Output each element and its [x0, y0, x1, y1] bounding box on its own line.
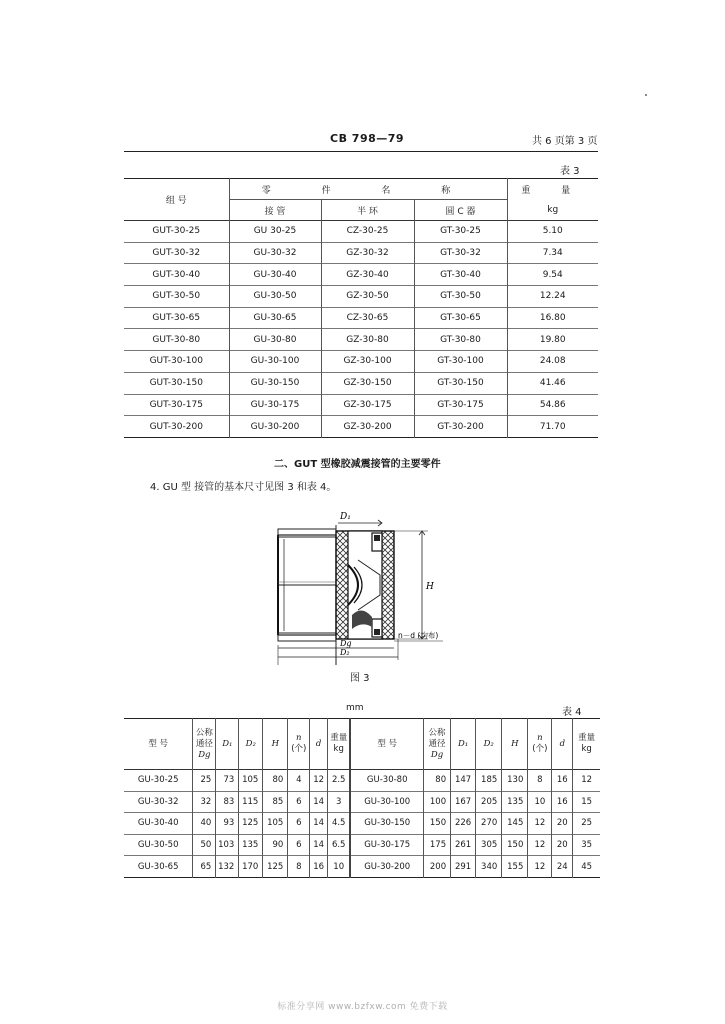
cell-pipe: GU-30-150 [229, 372, 321, 394]
table-row [124, 242, 598, 264]
cell-left-d1: 83 [216, 791, 239, 813]
cell-pipe: GU-30-80 [229, 329, 321, 351]
standard-number: CB 798—79 [330, 132, 405, 145]
cell-left-w: 6.5 [327, 834, 350, 856]
cell-right-d2: 185 [476, 770, 502, 792]
cell-weight: 24.08 [507, 351, 598, 373]
cell-right-type: GU-30-150 [350, 813, 423, 835]
cell-weight: 19.80 [507, 329, 598, 351]
cell-right-d: 24 [552, 856, 573, 878]
cell-left-dg: 32 [193, 791, 216, 813]
cell-right-w: 25 [573, 813, 600, 835]
cell-ring: CZ-30-25 [321, 221, 414, 243]
cell-group: GUT-30-50 [124, 286, 229, 308]
cell-right-w: 45 [573, 856, 600, 878]
cell-weight: 7.34 [507, 242, 598, 264]
cell-ring: GZ-30-100 [321, 351, 414, 373]
t3-header-parts: 零 件 名 称 [229, 179, 507, 200]
t4-header-type-left: 型 号 [148, 738, 169, 749]
cell-right-dg: 150 [424, 813, 451, 835]
cell-right-dg: 175 [424, 834, 451, 856]
cell-right-type: GU-30-200 [350, 856, 423, 878]
cell-right-d2: 340 [476, 856, 502, 878]
cell-right-h: 150 [502, 834, 528, 856]
t4-header-dg-left [193, 719, 216, 770]
t4-header-d1-right: D₁ [451, 719, 476, 770]
t4-header-dg-sym-right: Dg [430, 749, 444, 760]
t4-header-d2-left: D₂ [239, 719, 263, 770]
t4-header-type-right: 型 号 [350, 719, 423, 770]
label-d1: D₁ [340, 512, 351, 522]
cell-pipe: GU-30-32 [229, 242, 321, 264]
scan-speck [645, 94, 647, 96]
cell-weight: 5.10 [507, 221, 598, 243]
cell-clamp: GT-30-100 [414, 351, 507, 373]
cell-right-h: 145 [502, 813, 528, 835]
cell-right-w: 15 [573, 791, 600, 813]
cell-left-type: GU-30-32 [124, 791, 193, 813]
t4-header-weight-unit-right: kg [581, 744, 592, 754]
table-row [124, 416, 598, 438]
page-info: 共 6 页第 3 页 [532, 136, 598, 147]
table-row [124, 813, 600, 835]
cell-weight: 16.80 [507, 307, 598, 329]
cell-left-d: 14 [310, 813, 328, 835]
table-4 [124, 718, 600, 878]
table-row [124, 329, 598, 351]
table-row [124, 351, 598, 373]
t4-header-dg-line1: 公称 [195, 727, 213, 738]
t4-header-weight-label: 重量 [330, 733, 348, 743]
cell-left-n: 6 [288, 834, 310, 856]
cell-right-d1: 291 [451, 856, 476, 878]
t4-header-dg-line2: 通径 [195, 738, 213, 749]
cell-left-type: GU-30-50 [124, 834, 193, 856]
cell-clamp: GT-30-40 [414, 264, 507, 286]
header-rule [124, 151, 598, 152]
t3-header-group: 组 号 [165, 196, 187, 206]
table-row [124, 264, 598, 286]
cell-right-h: 130 [502, 770, 528, 792]
cell-clamp: GT-30-175 [414, 394, 507, 416]
t4-header-n-unit: (个) [291, 744, 307, 754]
cell-ring: GZ-30-150 [321, 372, 414, 394]
t4-header-d1-left: D₁ [216, 719, 239, 770]
cell-left-d2: 115 [239, 791, 263, 813]
t4-header-h-left: H [263, 719, 288, 770]
cell-right-h: 155 [502, 856, 528, 878]
cell-right-d1: 226 [451, 813, 476, 835]
cell-right-d1: 167 [451, 791, 476, 813]
cell-left-d: 14 [310, 834, 328, 856]
cell-left-d1: 103 [216, 834, 239, 856]
cell-ring: GZ-30-32 [321, 242, 414, 264]
cell-group: GUT-30-175 [124, 394, 229, 416]
t4-header-dg-sym: Dg [198, 749, 211, 760]
cell-pipe: GU-30-50 [229, 286, 321, 308]
label-h: H [426, 582, 434, 592]
table-row [124, 221, 598, 243]
cell-right-w: 35 [573, 834, 600, 856]
cell-group: GUT-30-40 [124, 264, 229, 286]
cell-left-n: 6 [288, 791, 310, 813]
cell-left-d2: 170 [239, 856, 263, 878]
cell-left-type: GU-30-25 [124, 770, 193, 792]
cell-right-w: 12 [573, 770, 600, 792]
t4-header-n-sym: n [296, 733, 302, 743]
cell-right-d2: 270 [476, 813, 502, 835]
cell-weight: 41.46 [507, 372, 598, 394]
cell-group: GUT-30-100 [124, 351, 229, 373]
pipe-section-drawing [268, 505, 448, 667]
cell-ring: GZ-30-200 [321, 416, 414, 438]
cell-ring: GZ-30-175 [321, 394, 414, 416]
cell-left-d2: 125 [239, 813, 263, 835]
cell-right-n: 10 [528, 791, 552, 813]
table3-caption: 表 3 [560, 166, 580, 177]
cell-ring: GZ-30-40 [321, 264, 414, 286]
t4-header-weight-unit: kg [333, 744, 344, 754]
cell-left-d2: 105 [239, 770, 263, 792]
t4-header-d-left: d [310, 719, 328, 770]
table-row [124, 834, 600, 856]
figure-3-caption: 图 3 [350, 673, 370, 684]
cell-clamp: GT-30-25 [414, 221, 507, 243]
cell-right-d: 20 [552, 834, 573, 856]
cell-left-n: 4 [288, 770, 310, 792]
label-holes: n－d (均布) [398, 631, 439, 640]
t4-header-n-right [528, 719, 552, 770]
cell-pipe: GU-30-65 [229, 307, 321, 329]
cell-ring: GZ-30-50 [321, 286, 414, 308]
cell-left-w: 4.5 [327, 813, 350, 835]
cell-clamp: GT-30-65 [414, 307, 507, 329]
cell-group: GUT-30-200 [124, 416, 229, 438]
cell-right-type: GU-30-80 [350, 770, 423, 792]
cell-group: GUT-30-32 [124, 242, 229, 264]
cell-group: GUT-30-65 [124, 307, 229, 329]
table-row [124, 770, 600, 792]
cell-right-dg: 80 [424, 770, 451, 792]
t3-subheader-clamp: 圆 C 器 [414, 200, 507, 221]
cell-left-type: GU-30-65 [124, 856, 193, 878]
cell-left-d2: 135 [239, 834, 263, 856]
cell-right-n: 12 [528, 834, 552, 856]
t4-header-d-right: d [552, 719, 573, 770]
cell-left-d: 12 [310, 770, 328, 792]
cell-group: GUT-30-150 [124, 372, 229, 394]
cell-left-n: 6 [288, 813, 310, 835]
cell-weight: 54.86 [507, 394, 598, 416]
cell-pipe: GU 30-25 [229, 221, 321, 243]
table-row [124, 394, 598, 416]
cell-left-h: 105 [263, 813, 288, 835]
cell-left-h: 90 [263, 834, 288, 856]
table4-unit: mm [346, 703, 364, 713]
table-row [124, 791, 600, 813]
cell-clamp: GT-30-200 [414, 416, 507, 438]
cell-weight: 9.54 [507, 264, 598, 286]
t3-subheader-ring: 半 环 [321, 200, 414, 221]
cell-left-h: 80 [263, 770, 288, 792]
paragraph-4: 4. GU 型 接管的基本尺寸见图 3 和表 4。 [150, 482, 337, 493]
cell-left-dg: 40 [193, 813, 216, 835]
t4-header-h-right: H [502, 719, 528, 770]
t4-header-n-sym-right: n [537, 733, 543, 743]
cell-right-d: 16 [552, 791, 573, 813]
cell-weight: 71.70 [507, 416, 598, 438]
cell-left-d1: 73 [216, 770, 239, 792]
table-row [124, 307, 598, 329]
cell-clamp: GT-30-80 [414, 329, 507, 351]
table-3 [124, 178, 598, 438]
cell-ring: GZ-30-80 [321, 329, 414, 351]
footer-watermark: 标准分享网 www.bzfxw.com 免费下载 [277, 1002, 448, 1012]
t3-weight-unit: kg [507, 200, 598, 221]
cell-right-type: GU-30-175 [350, 834, 423, 856]
cell-group: GUT-30-80 [124, 329, 229, 351]
cell-clamp: GT-30-150 [414, 372, 507, 394]
t4-header-dg-line2-right: 通径 [428, 738, 446, 749]
cell-pipe: GU-30-100 [229, 351, 321, 373]
cell-right-n: 8 [528, 770, 552, 792]
cell-left-dg: 25 [193, 770, 216, 792]
t4-header-n-left [288, 719, 310, 770]
table-row [124, 372, 598, 394]
cell-left-dg: 50 [193, 834, 216, 856]
cell-left-h: 125 [263, 856, 288, 878]
cell-left-type: GU-30-40 [124, 813, 193, 835]
cell-right-d: 16 [552, 770, 573, 792]
cell-right-dg: 100 [424, 791, 451, 813]
cell-clamp: GT-30-50 [414, 286, 507, 308]
section-title: 二、GUT 型橡胶减震接管的主要零件 [274, 459, 441, 470]
table-row [124, 856, 600, 878]
t4-header-weight-left [327, 719, 350, 770]
cell-pipe: GU-30-200 [229, 416, 321, 438]
cell-right-n: 12 [528, 813, 552, 835]
t4-header-n-unit-right: (个) [532, 744, 548, 754]
cell-left-w: 10 [327, 856, 350, 878]
cell-clamp: GT-30-32 [414, 242, 507, 264]
t4-header-d2-right: D₂ [476, 719, 502, 770]
t3-header-weight: 重 量 [507, 179, 598, 200]
cell-left-d1: 93 [216, 813, 239, 835]
cell-weight: 12.24 [507, 286, 598, 308]
t4-header-weight-right [573, 719, 600, 770]
cell-pipe: GU-30-40 [229, 264, 321, 286]
cell-left-d: 14 [310, 791, 328, 813]
cell-right-type: GU-30-100 [350, 791, 423, 813]
cell-left-w: 3 [327, 791, 350, 813]
cell-right-d: 20 [552, 813, 573, 835]
label-dg: Dg [340, 639, 352, 648]
cell-right-d1: 261 [451, 834, 476, 856]
label-d2: D₂ [340, 648, 350, 657]
t3-subheader-pipe: 接 管 [229, 200, 321, 221]
figure-3-drawing [268, 505, 448, 667]
cell-left-n: 8 [288, 856, 310, 878]
cell-left-dg: 65 [193, 856, 216, 878]
cell-right-n: 12 [528, 856, 552, 878]
t4-header-dg-line1-right: 公称 [428, 727, 446, 738]
cell-right-d2: 205 [476, 791, 502, 813]
cell-left-d: 16 [310, 856, 328, 878]
cell-right-h: 135 [502, 791, 528, 813]
t4-header-weight-label-right: 重量 [578, 733, 596, 743]
cell-left-h: 85 [263, 791, 288, 813]
table-row [124, 286, 598, 308]
cell-right-d1: 147 [451, 770, 476, 792]
cell-right-dg: 200 [424, 856, 451, 878]
cell-left-d1: 132 [216, 856, 239, 878]
cell-right-d2: 305 [476, 834, 502, 856]
cell-group: GUT-30-25 [124, 221, 229, 243]
cell-left-w: 2.5 [327, 770, 350, 792]
cell-ring: CZ-30-65 [321, 307, 414, 329]
cell-pipe: GU-30-175 [229, 394, 321, 416]
t4-header-dg-right [424, 719, 451, 770]
table4-caption: 表 4 [562, 707, 582, 718]
